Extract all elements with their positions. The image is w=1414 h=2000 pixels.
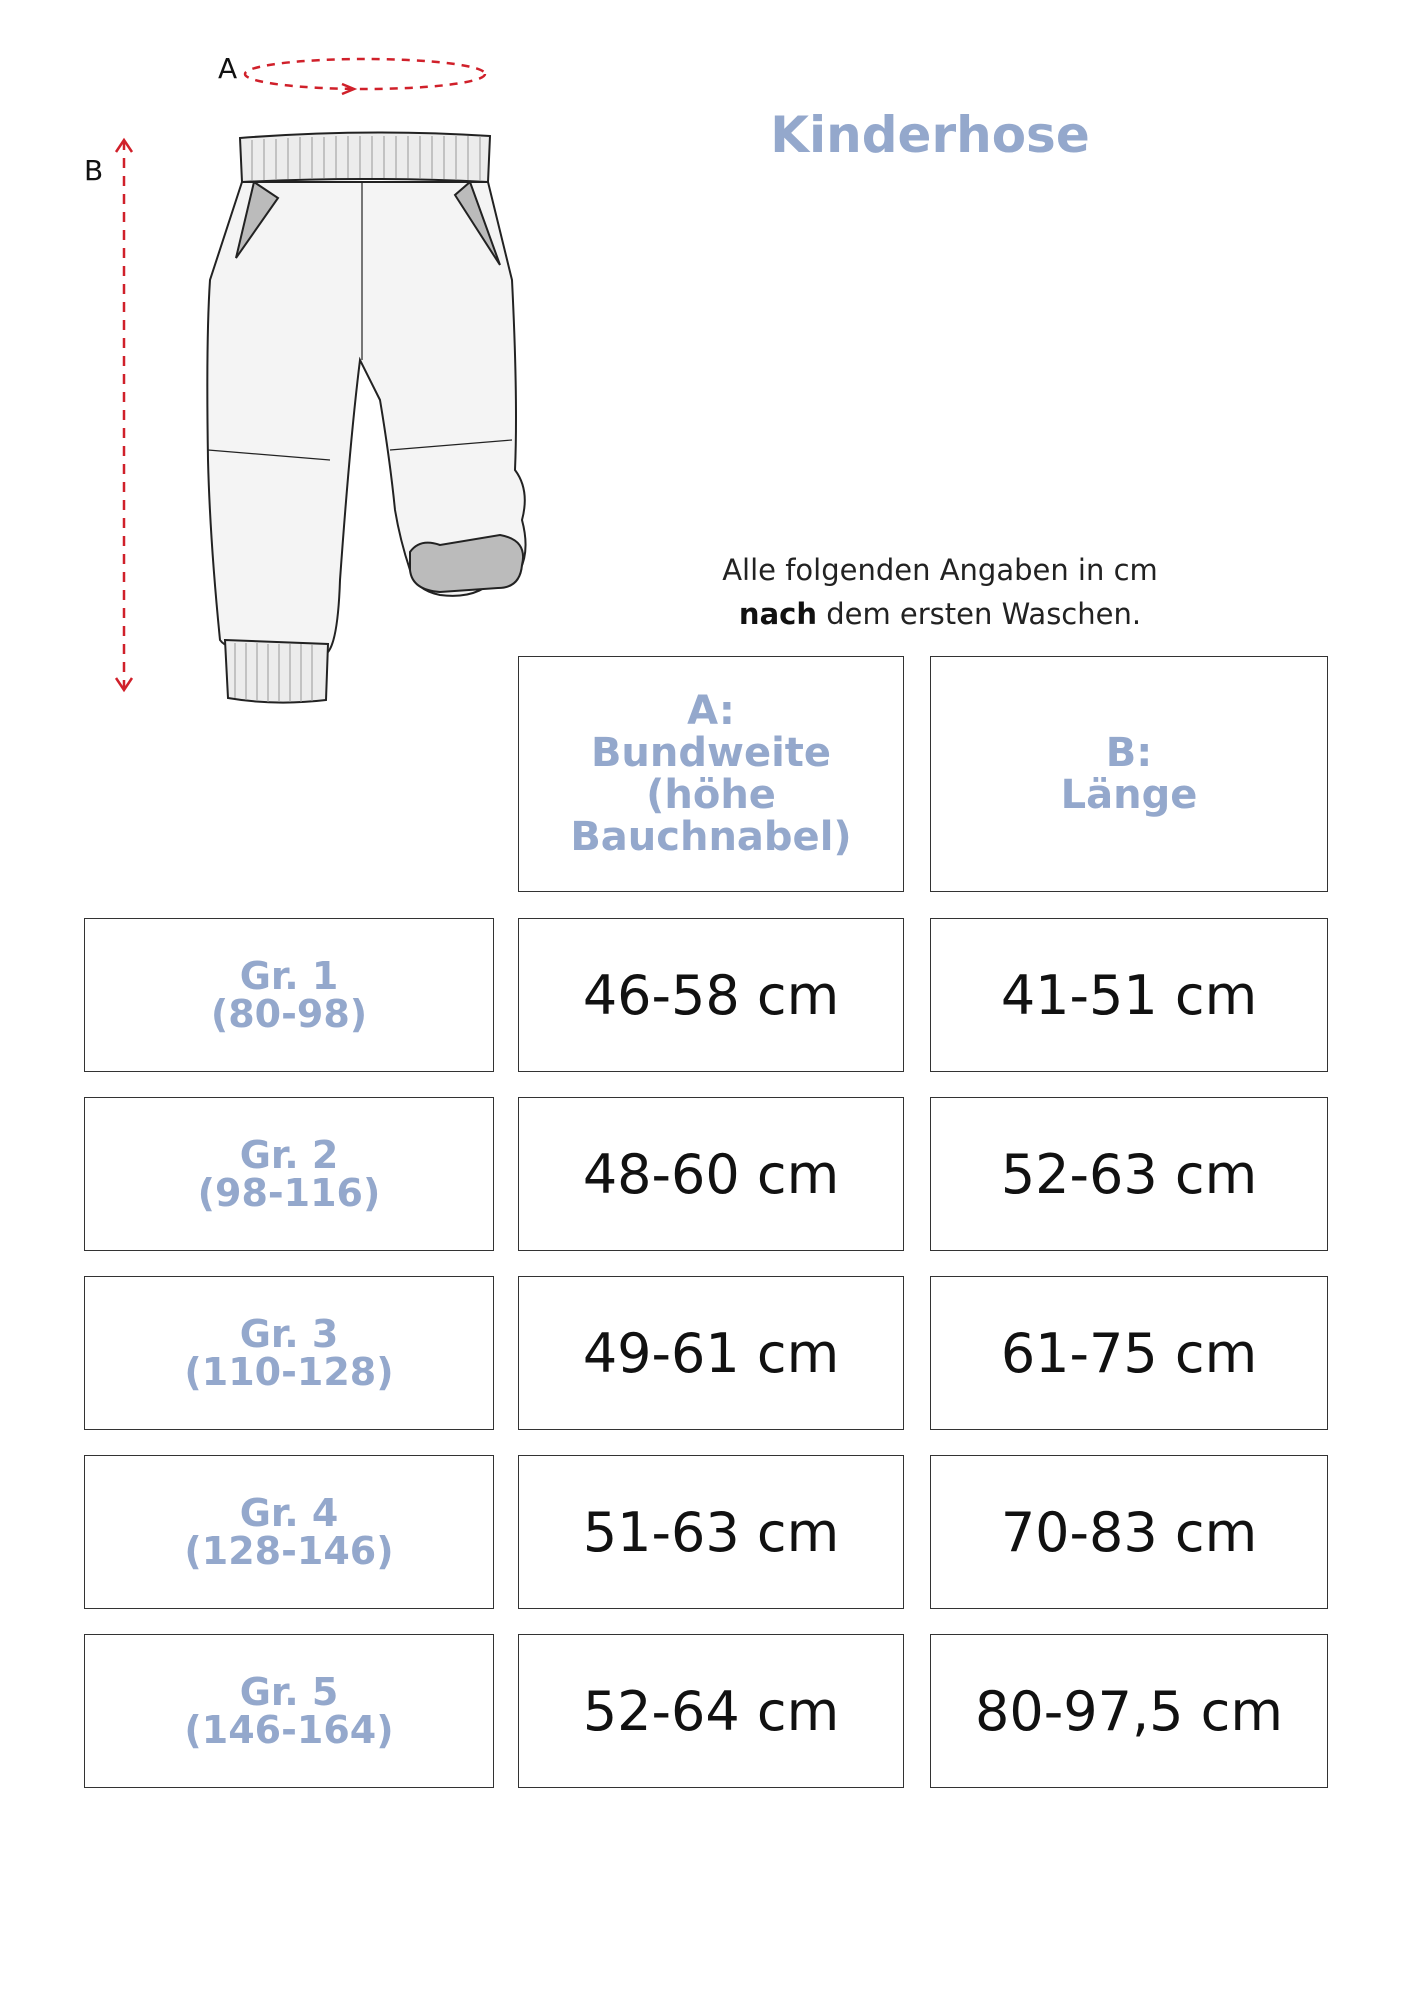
waist-value: 51-63 cm <box>518 1455 904 1609</box>
note-line-2: dem ersten Waschen. <box>816 597 1142 631</box>
label-a: A <box>218 52 238 85</box>
size-range: (98-116) <box>197 1171 381 1215</box>
size-cell <box>84 1634 494 1788</box>
measurement-note <box>640 548 1240 636</box>
column-a-line-4: Bauchnabel) <box>570 814 852 860</box>
size-cell <box>84 1097 494 1251</box>
size-label: Gr. 1 <box>239 954 339 998</box>
label-b: B <box>84 154 104 187</box>
size-label: Gr. 2 <box>239 1133 339 1177</box>
column-header-b <box>930 656 1328 892</box>
note-line-1: Alle folgenden Angaben in cm <box>722 553 1158 587</box>
length-value: 70-83 cm <box>930 1455 1328 1609</box>
size-cell <box>84 1455 494 1609</box>
size-label: Gr. 4 <box>239 1491 339 1535</box>
length-value: 61-75 cm <box>930 1276 1328 1430</box>
column-header-a <box>518 656 904 892</box>
length-value: 52-63 cm <box>930 1097 1328 1251</box>
size-range: (110-128) <box>184 1350 394 1394</box>
size-range: (146-164) <box>184 1708 394 1752</box>
length-value: 41-51 cm <box>930 918 1328 1072</box>
size-label: Gr. 5 <box>239 1670 339 1714</box>
size-cell <box>84 918 494 1072</box>
waist-value: 48-60 cm <box>518 1097 904 1251</box>
column-b-line-1: B: <box>1105 730 1153 776</box>
waist-value: 52-64 cm <box>518 1634 904 1788</box>
size-label: Gr. 3 <box>239 1312 339 1356</box>
waist-measure-ellipse <box>245 59 485 89</box>
size-range: (128-146) <box>184 1529 394 1573</box>
column-a-line-3: (höhe <box>646 772 776 818</box>
column-b-line-2: Länge <box>1060 772 1198 818</box>
pants-illustration <box>60 40 580 720</box>
length-value: 80-97,5 cm <box>930 1634 1328 1788</box>
column-a-line-2: Bundweite <box>590 730 832 776</box>
waist-value: 46-58 cm <box>518 918 904 1072</box>
column-a-line-1: A: <box>687 688 735 734</box>
pants-drawing <box>207 132 525 702</box>
note-bold-word: nach <box>738 597 817 631</box>
size-cell <box>84 1276 494 1430</box>
size-range: (80-98) <box>210 992 368 1036</box>
waist-value: 49-61 cm <box>518 1276 904 1430</box>
page-title: Kinderhose <box>770 106 1090 164</box>
